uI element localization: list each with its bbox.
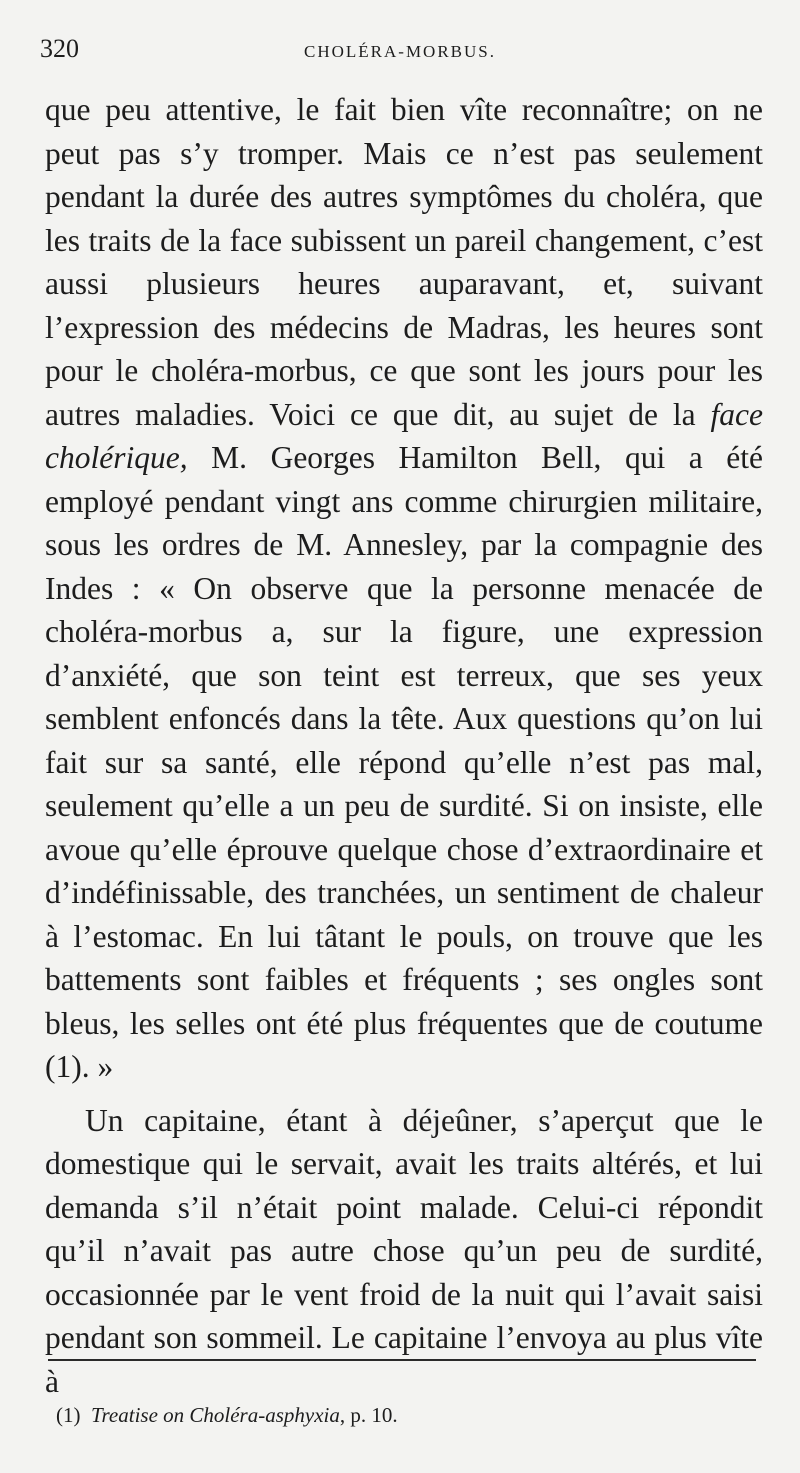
footnote-rule [48, 1359, 756, 1361]
paragraph-1-part-2: M. Georges Hamilton Bell, qui a été employé pendant vingt ans comme chirurgien militaire, sous les ordres de M. Annesley, par la compagnie des Indes : « On observe que la personne menacée de choléra-morbus a, sur la figure, une expression d’anxiété, que son teint est terreux, que ses yeux semblent enfoncés dans la tête. Aux questions qu’on lui fait sur sa santé, elle répond qu’elle n’est pas mal, seulement qu’elle a un peu de surdité. Si on insiste, elle avoue qu’elle éprouve quelque chose d’extraordinaire et d’indéfinissable, des tranchées, un sentiment de chaleur à l’estomac. En lui tâtant le pouls, on trouve que les battements sont faibles et fréquents ; ses ongles sont bleus, les selles ont été plus fréquentes que de coutume (1). » [45, 440, 763, 1084]
footnote [56, 1403, 398, 1428]
footnote-marker: (1) [56, 1403, 81, 1427]
italic-term: face cholérique, [45, 396, 763, 475]
footnote-suffix: , p. 10. [339, 1403, 398, 1427]
page-number: 320 [40, 34, 79, 63]
paragraph-2: Un capitaine, étant à déjeûner, s’aperçut que le domestique qui le servait, avait les traits altérés, et lui demanda s’il n’était point malade. Celui-ci répondit qu’il n’avait pas autre chose qu’un peu de surdité, occasionnée par le vent froid de la nuit qui l’avait saisi pendant son sommeil. Le capitaine l’envoya au plus vîte à [45, 1102, 763, 1399]
paragraph-1 [45, 88, 763, 1089]
running-title: CHOLÉRA-MORBUS. [304, 42, 496, 61]
footnote-title: Treatise on Choléra-asphyxia [91, 1403, 340, 1427]
paragraph-1-part-1: que peu attentive, le fait bien vîte reconnaître; on ne peut pas s’y tromper. Mais ce n’est pas seulement pendant la durée des autres symptômes du choléra, que les traits de la face subissent un pareil changement, c’est aussi plusieurs heures auparavant, et, suivant l’expression des médecins de Madras, les heures sont pour le choléra-morbus, ce que sont les jours pour les autres maladies. Voici ce que dit, au sujet de la [45, 92, 763, 432]
main-text [45, 88, 763, 1403]
